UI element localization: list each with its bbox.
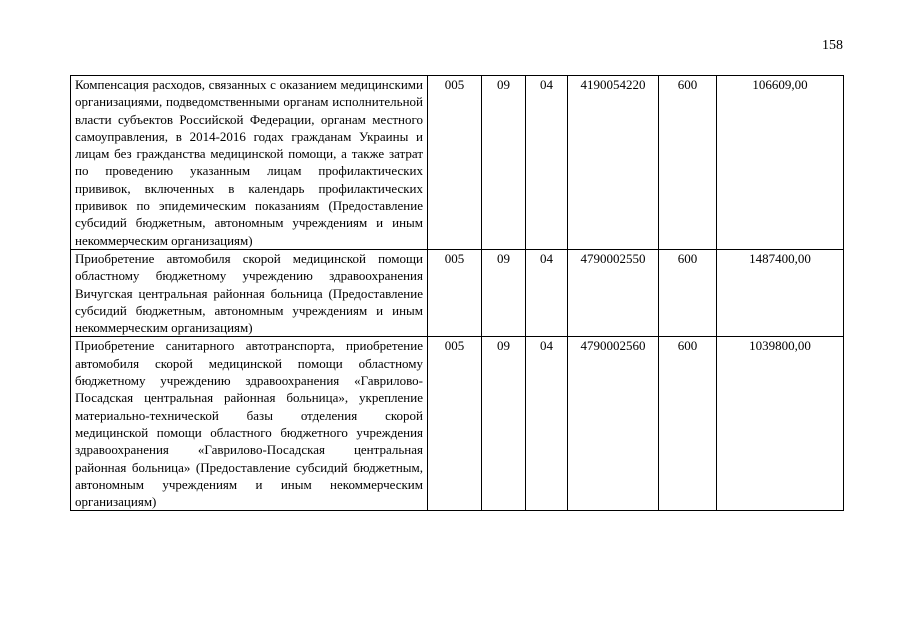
row-description: Приобретение автомобиля скорой медицинской помощи областному бюджетному учреждению здравоохранения Вичугская центральная районная больница (Предоставление субсидий бюджетным, автономным учреждениям и иным некоммерческим организациям) [71, 249, 428, 336]
expense-type-code: 600 [659, 249, 717, 336]
amount-value: 1487400,00 [717, 249, 844, 336]
section-code: 09 [482, 337, 526, 511]
expense-type-code: 600 [659, 76, 717, 250]
ministry-code: 005 [428, 76, 482, 250]
table-row [71, 249, 844, 336]
target-article-code: 4790002560 [568, 337, 659, 511]
table-row [71, 337, 844, 511]
subsection-code: 04 [526, 337, 568, 511]
subsection-code: 04 [526, 76, 568, 250]
page-number: 158 [822, 38, 843, 53]
amount-value: 1039800,00 [717, 337, 844, 511]
budget-table [70, 75, 844, 511]
amount-value: 106609,00 [717, 76, 844, 250]
ministry-code: 005 [428, 337, 482, 511]
target-article-code: 4190054220 [568, 76, 659, 250]
target-article-code: 4790002550 [568, 249, 659, 336]
section-code: 09 [482, 249, 526, 336]
ministry-code: 005 [428, 249, 482, 336]
table-row [71, 76, 844, 250]
section-code: 09 [482, 76, 526, 250]
subsection-code: 04 [526, 249, 568, 336]
row-description: Компенсация расходов, связанных с оказанием медицинскими организациями, подведомственными органам исполнительной власти субъектов Российской Федерации, органам местного самоуправления, в 2014-2016 годах гражданам Украины и лицам без гражданства медицинской помощи, а также затрат по проведению указанным лицам профилактических прививок, включенных в календарь профилактических прививок по эпидемическим показаниям (Предоставление субсидий бюджетным, автономным учреждениям и иным некоммерческим организациям) [71, 76, 428, 250]
row-description: Приобретение санитарного автотранспорта, приобретение автомобиля скорой медицинской помощи областному бюджетному учреждению здравоохранения «Гаврилово-Посадская центральная районная больница», укрепление материально-технической базы отделения скорой медицинской помощи областного бюджетного учреждения здравоохранения «Гаврилово-Посадская центральная районная больница» (Предоставление субсидий бюджетным, автономным учреждениям и иным некоммерческим организациям) [71, 337, 428, 511]
expense-type-code: 600 [659, 337, 717, 511]
